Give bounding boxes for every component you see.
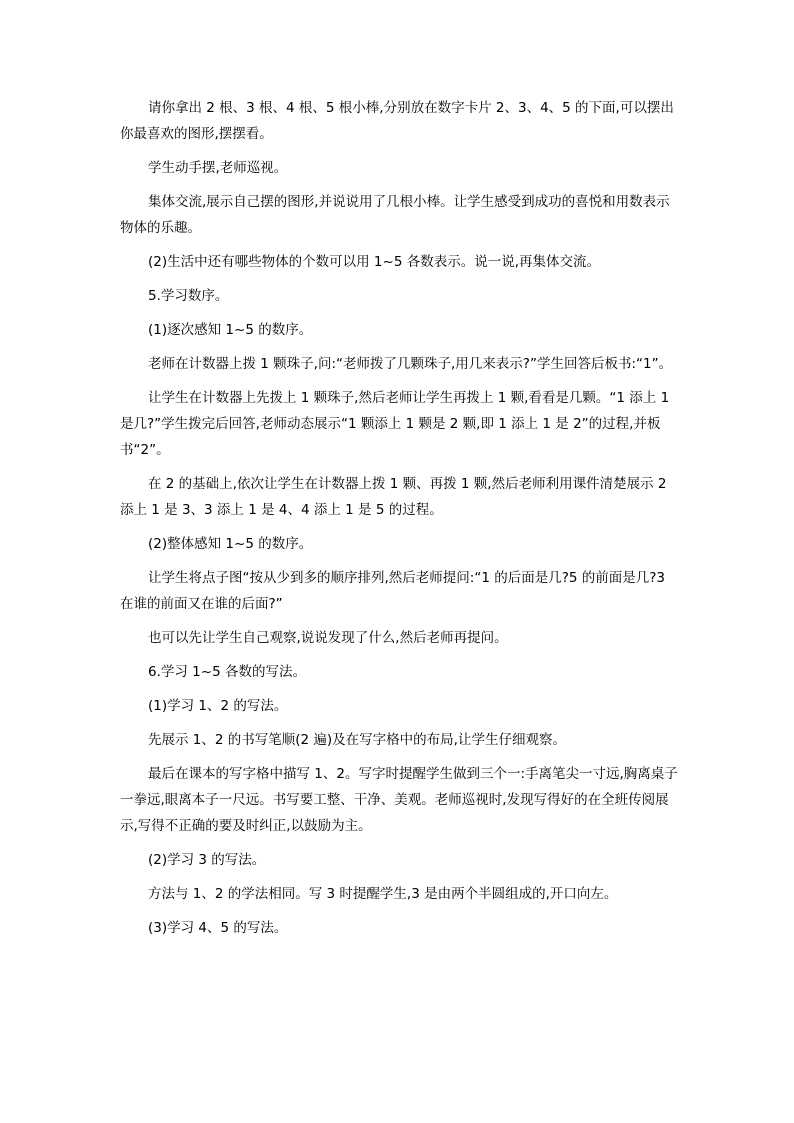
paragraph: 请你拿出 2 根、3 根、4 根、5 根小棒,分别放在数字卡片 2、3、4、5 的下面,可以摆出你最喜欢的图形,摆摆看。 <box>120 100 674 142</box>
paragraph: 集体交流,展示自己摆的图形,并说说用了几根小棒。让学生感受到成功的喜悦和用数表示物体的乐趣。 <box>120 194 670 236</box>
paragraph: 先展示 1、2 的书写笔顺(2 遍)及在写字格中的布局,让学生仔细观察。 <box>148 732 566 748</box>
subsection-heading: (1)学习 1、2 的写法。 <box>148 698 288 714</box>
paragraph: (2)生活中还有哪些物体的个数可以用 1~5 各数表示。说一说,再集体交流。 <box>148 254 600 270</box>
paragraph: 最后在课本的写字格中描写 1、2。写字时提醒学生做到三个一:手离笔尖一寸远,胸离桌子一拳远,眼离本子一尺远。书写要工整、干净、美观。老师巡视时,发现写得好的在全班传阅展示,写得不正确的要及时纠正,以鼓励为主。 <box>120 766 678 834</box>
subsection-heading: (2)整体感知 1~5 的数序。 <box>148 536 313 552</box>
paragraph: 方法与 1、2 的学法相同。写 3 时提醒学生,3 是由两个半圆组成的,开口向左。 <box>148 886 618 902</box>
paragraph: 让学生在计数器上先拨上 1 颗珠子,然后老师让学生再拨上 1 颗,看看是几颗。“1 添上 1 是几?”学生拨完后回答,老师动态展示“1 颗添上 1 颗是 2 颗,即 1 添上 1 是 2”的过程,并板书“2”。 <box>120 390 670 458</box>
section-heading: 6.学习 1~5 各数的写法。 <box>148 664 306 680</box>
paragraph: 老师在计数器上拨 1 颗珠子,问:“老师拨了几颗珠子,用几来表示?”学生回答后板书:“1”。 <box>148 356 673 372</box>
paragraph: 让学生将点子图“按从少到多的顺序排列,然后老师提问:“1 的后面是几?5 的前面是几?3 在谁的前面又在谁的后面?” <box>120 570 666 612</box>
subsection-heading: (1)逐次感知 1~5 的数序。 <box>148 322 313 338</box>
paragraph: 也可以先让学生自己观察,说说发现了什么,然后老师再提问。 <box>148 630 508 646</box>
paragraph: 学生动手摆,老师巡视。 <box>148 160 288 176</box>
subsection-heading: (3)学习 4、5 的写法。 <box>148 920 288 936</box>
document-body <box>120 95 680 949</box>
subsection-heading: (2)学习 3 的写法。 <box>148 852 266 868</box>
section-heading: 5.学习数序。 <box>148 288 229 304</box>
paragraph: 在 2 的基础上,依次让学生在计数器上拨 1 颗、再拨 1 颗,然后老师利用课件清楚展示 2 添上 1 是 3、3 添上 1 是 4、4 添上 1 是 5 的过程。 <box>120 476 667 518</box>
